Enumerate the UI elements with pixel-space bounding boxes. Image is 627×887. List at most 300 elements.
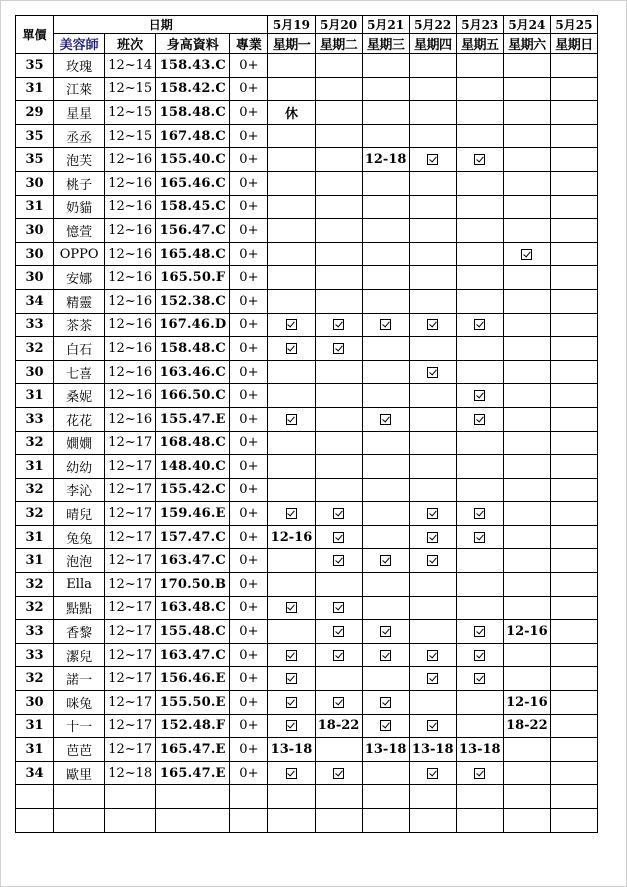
schedule-cell: 12-16 (268, 525, 315, 549)
schedule-cell: 18-22 (503, 714, 550, 738)
checkbox-checked-icon (380, 555, 391, 566)
schedule-cell (503, 738, 550, 762)
schedule-cell (456, 714, 503, 738)
checkbox-checked-icon (333, 768, 344, 779)
schedule-cell (550, 691, 597, 715)
checkbox-cell (456, 643, 503, 667)
empty-cell (230, 785, 268, 809)
checkbox-checked-icon (380, 626, 391, 637)
schedule-cell (456, 266, 503, 290)
pro-cell: 0+ (230, 643, 268, 667)
height-cell: 158.45.C (156, 195, 230, 219)
beautician-name: 香黎 (54, 620, 105, 644)
schedule-cell (409, 407, 456, 431)
height-cell: 156.46.E (156, 667, 230, 691)
pro-cell: 0+ (230, 77, 268, 101)
schedule-cell (362, 195, 409, 219)
pro-cell: 0+ (230, 313, 268, 337)
schedule-cell (409, 337, 456, 361)
price-cell: 32 (16, 502, 54, 526)
schedule-cell (550, 195, 597, 219)
empty-cell (456, 785, 503, 809)
shift-cell: 12~17 (105, 738, 156, 762)
schedule-cell (362, 289, 409, 313)
table-row (16, 620, 598, 644)
schedule-cell (409, 242, 456, 266)
checkbox-checked-icon (427, 319, 438, 330)
checkbox-checked-icon (380, 720, 391, 731)
schedule-cell (315, 667, 362, 691)
price-cell: 33 (16, 407, 54, 431)
schedule-cell (315, 219, 362, 243)
schedule-cell (315, 148, 362, 172)
schedule-cell (503, 502, 550, 526)
beautician-name: 咪兔 (54, 691, 105, 715)
table-row (16, 714, 598, 738)
empty-row (16, 809, 598, 833)
schedule-cell (456, 549, 503, 573)
beautician-name: 江萊 (54, 77, 105, 101)
checkbox-checked-icon (474, 390, 485, 401)
pro-cell: 0+ (230, 148, 268, 172)
table-row (16, 101, 598, 125)
schedule-cell: 13-18 (409, 738, 456, 762)
height-cell: 163.46.C (156, 360, 230, 384)
checkbox-checked-icon (380, 650, 391, 661)
schedule-cell (362, 266, 409, 290)
checkbox-checked-icon (474, 414, 485, 425)
schedule-cell (315, 478, 362, 502)
schedule-cell (362, 337, 409, 361)
pro-cell: 0+ (230, 738, 268, 762)
date-cell: 5月22 (409, 16, 456, 34)
schedule-cell (268, 148, 315, 172)
pro-cell: 0+ (230, 384, 268, 408)
schedule-cell (503, 455, 550, 479)
checkbox-cell (315, 549, 362, 573)
shift-cell: 12~17 (105, 573, 156, 597)
schedule-cell (362, 54, 409, 78)
shift-cell: 12~16 (105, 266, 156, 290)
schedule-cell (268, 77, 315, 101)
schedule-cell (268, 573, 315, 597)
checkbox-cell (268, 761, 315, 785)
schedule-cell (362, 455, 409, 479)
shift-cell: 12~15 (105, 124, 156, 148)
date-cell: 5月23 (456, 16, 503, 34)
weekday-cell-sunday: 星期日 (550, 34, 597, 54)
schedule-cell (550, 761, 597, 785)
price-cell: 31 (16, 525, 54, 549)
weekday-cell: 星期一 (268, 34, 315, 54)
schedule-cell (550, 219, 597, 243)
schedule-cell (315, 289, 362, 313)
schedule-cell: 13-18 (456, 738, 503, 762)
table-row (16, 667, 598, 691)
checkbox-cell (503, 242, 550, 266)
checkbox-cell (268, 691, 315, 715)
schedule-cell (550, 455, 597, 479)
checkbox-cell (268, 667, 315, 691)
schedule-cell (362, 761, 409, 785)
schedule-cell (503, 761, 550, 785)
schedule-cell (315, 384, 362, 408)
checkbox-cell (409, 714, 456, 738)
schedule-cell (456, 242, 503, 266)
checkbox-cell (315, 620, 362, 644)
pro-cell: 0+ (230, 242, 268, 266)
schedule-cell (503, 573, 550, 597)
schedule-cell (268, 171, 315, 195)
empty-cell (362, 809, 409, 833)
checkbox-cell (456, 620, 503, 644)
price-cell: 35 (16, 54, 54, 78)
price-cell: 31 (16, 714, 54, 738)
pro-cell: 0+ (230, 549, 268, 573)
height-cell: 155.42.C (156, 478, 230, 502)
shift-cell: 12~16 (105, 289, 156, 313)
schedule-cell (550, 148, 597, 172)
beautician-name: 桑妮 (54, 384, 105, 408)
checkbox-cell (456, 313, 503, 337)
checkbox-checked-icon (521, 249, 532, 260)
weekday-cell-saturday: 星期六 (503, 34, 550, 54)
checkbox-checked-icon (427, 367, 438, 378)
schedule-cell (503, 313, 550, 337)
shift-cell: 12~16 (105, 313, 156, 337)
schedule-cell (409, 124, 456, 148)
empty-cell (550, 809, 597, 833)
checkbox-checked-icon (427, 673, 438, 684)
schedule-cell (550, 431, 597, 455)
schedule-cell (409, 195, 456, 219)
checkbox-checked-icon (427, 508, 438, 519)
price-header: 單價 (16, 16, 54, 54)
beautician-name: OPPO (54, 242, 105, 266)
checkbox-checked-icon (474, 508, 485, 519)
beautician-name: 潔兒 (54, 643, 105, 667)
schedule-cell (362, 525, 409, 549)
schedule-cell (315, 360, 362, 384)
schedule-cell (550, 242, 597, 266)
table-row (16, 384, 598, 408)
table-row (16, 596, 598, 620)
price-cell: 32 (16, 431, 54, 455)
column-header-shift: 班次 (105, 34, 156, 54)
empty-row (16, 785, 598, 809)
checkbox-checked-icon (474, 319, 485, 330)
schedule-cell (550, 289, 597, 313)
height-cell: 165.47.E (156, 738, 230, 762)
date-cell: 5月19 (268, 16, 315, 34)
checkbox-cell (456, 384, 503, 408)
schedule-cell (362, 596, 409, 620)
checkbox-cell (315, 337, 362, 361)
beautician-name: 白石 (54, 337, 105, 361)
pro-cell: 0+ (230, 620, 268, 644)
checkbox-cell (456, 667, 503, 691)
schedule-cell (503, 525, 550, 549)
schedule-cell (503, 54, 550, 78)
empty-cell (54, 785, 105, 809)
date-cell: 5月24 (503, 16, 550, 34)
schedule-cell (456, 455, 503, 479)
beautician-name: 歐里 (54, 761, 105, 785)
beautician-name: 芭芭 (54, 738, 105, 762)
price-cell: 31 (16, 738, 54, 762)
schedule-cell (456, 77, 503, 101)
checkbox-checked-icon (380, 319, 391, 330)
table-row (16, 573, 598, 597)
schedule-cell (503, 289, 550, 313)
empty-cell (550, 785, 597, 809)
pro-cell: 0+ (230, 219, 268, 243)
checkbox-checked-icon (427, 768, 438, 779)
schedule-cell (315, 407, 362, 431)
schedule-cell (550, 407, 597, 431)
shift-cell: 12~17 (105, 502, 156, 526)
checkbox-checked-icon (286, 319, 297, 330)
schedule-cell (362, 667, 409, 691)
checkbox-cell (409, 667, 456, 691)
height-cell: 168.48.C (156, 431, 230, 455)
shift-cell: 12~16 (105, 360, 156, 384)
table-row (16, 124, 598, 148)
schedule-cell (409, 289, 456, 313)
table-row (16, 502, 598, 526)
schedule-cell (550, 54, 597, 78)
shift-cell: 12~16 (105, 195, 156, 219)
beautician-name: 泡芙 (54, 148, 105, 172)
empty-cell (503, 785, 550, 809)
empty-cell (362, 785, 409, 809)
checkbox-checked-icon (474, 626, 485, 637)
checkbox-cell (409, 502, 456, 526)
schedule-cell (315, 431, 362, 455)
height-cell: 158.43.C (156, 54, 230, 78)
schedule-cell (456, 596, 503, 620)
schedule-cell (268, 219, 315, 243)
schedule-cell (362, 478, 409, 502)
pro-cell: 0+ (230, 691, 268, 715)
empty-cell (156, 785, 230, 809)
shift-cell: 12~16 (105, 219, 156, 243)
table-row (16, 738, 598, 762)
table-row (16, 643, 598, 667)
height-cell: 170.50.B (156, 573, 230, 597)
schedule-cell (550, 313, 597, 337)
beautician-name: 精靈 (54, 289, 105, 313)
checkbox-cell (362, 407, 409, 431)
checkbox-checked-icon (474, 768, 485, 779)
schedule-cell (268, 455, 315, 479)
shift-cell: 12~17 (105, 596, 156, 620)
empty-cell (503, 809, 550, 833)
schedule-cell (315, 738, 362, 762)
column-header-pro: 專業 (230, 34, 268, 54)
beautician-name: 嫺嫺 (54, 431, 105, 455)
shift-cell: 12~16 (105, 148, 156, 172)
checkbox-cell (268, 313, 315, 337)
pro-cell: 0+ (230, 596, 268, 620)
beautician-name: 晴兒 (54, 502, 105, 526)
shift-cell: 12~16 (105, 407, 156, 431)
pro-cell: 0+ (230, 195, 268, 219)
schedule-cell (503, 337, 550, 361)
schedule-cell (550, 667, 597, 691)
table-row (16, 289, 598, 313)
table-row (16, 77, 598, 101)
shift-cell: 12~15 (105, 77, 156, 101)
price-cell: 35 (16, 124, 54, 148)
height-cell: 163.47.C (156, 643, 230, 667)
shift-cell: 12~14 (105, 54, 156, 78)
table-row (16, 337, 598, 361)
schedule-cell (503, 171, 550, 195)
pro-cell: 0+ (230, 266, 268, 290)
schedule-cell (550, 643, 597, 667)
empty-cell (315, 809, 362, 833)
schedule-cell (362, 431, 409, 455)
checkbox-cell (315, 643, 362, 667)
schedule-cell (550, 620, 597, 644)
schedule-cell (456, 124, 503, 148)
schedule-cell (362, 502, 409, 526)
price-cell: 32 (16, 478, 54, 502)
schedule-cell (409, 596, 456, 620)
schedule-cell (503, 101, 550, 125)
schedule-cell (550, 738, 597, 762)
shift-cell: 12~17 (105, 478, 156, 502)
schedule-cell (550, 101, 597, 125)
height-cell: 167.46.D (156, 313, 230, 337)
height-cell: 163.48.C (156, 596, 230, 620)
height-cell: 158.42.C (156, 77, 230, 101)
checkbox-cell (409, 525, 456, 549)
schedule-cell (550, 502, 597, 526)
schedule-table (15, 15, 598, 833)
schedule-cell (550, 714, 597, 738)
empty-cell (16, 785, 54, 809)
schedule-cell (315, 455, 362, 479)
beautician-name: Ella (54, 573, 105, 597)
table-row (16, 478, 598, 502)
table-row (16, 431, 598, 455)
weekday-cell: 星期四 (409, 34, 456, 54)
checkbox-cell (456, 525, 503, 549)
checkbox-checked-icon (474, 673, 485, 684)
checkbox-checked-icon (286, 602, 297, 613)
empty-cell (315, 785, 362, 809)
checkbox-cell (315, 761, 362, 785)
table-row (16, 360, 598, 384)
beautician-name: 安娜 (54, 266, 105, 290)
checkbox-cell (268, 714, 315, 738)
price-cell: 33 (16, 313, 54, 337)
checkbox-checked-icon (333, 343, 344, 354)
table-row (16, 266, 598, 290)
weekday-cell: 星期五 (456, 34, 503, 54)
schedule-cell (456, 219, 503, 243)
table-row (16, 761, 598, 785)
beautician-name: 點點 (54, 596, 105, 620)
schedule-cell (362, 242, 409, 266)
schedule-cell (503, 266, 550, 290)
checkbox-checked-icon (286, 343, 297, 354)
beautician-name: 丞丞 (54, 124, 105, 148)
price-cell: 29 (16, 101, 54, 125)
shift-cell: 12~17 (105, 455, 156, 479)
shift-cell: 12~16 (105, 337, 156, 361)
schedule-cell (456, 171, 503, 195)
schedule-cell: 12-18 (362, 148, 409, 172)
shift-cell: 12~17 (105, 549, 156, 573)
shift-cell: 12~17 (105, 525, 156, 549)
date-cell: 5月21 (362, 16, 409, 34)
table-row (16, 549, 598, 573)
schedule-cell (315, 195, 362, 219)
checkbox-cell (315, 691, 362, 715)
schedule-cell (550, 384, 597, 408)
schedule-cell (409, 431, 456, 455)
shift-cell: 12~17 (105, 643, 156, 667)
checkbox-checked-icon (427, 154, 438, 165)
pro-cell: 0+ (230, 455, 268, 479)
weekday-cell: 星期二 (315, 34, 362, 54)
checkbox-checked-icon (286, 508, 297, 519)
height-cell: 155.48.C (156, 620, 230, 644)
schedule-cell (456, 573, 503, 597)
checkbox-checked-icon (286, 697, 297, 708)
schedule-cell (362, 360, 409, 384)
schedule-cell (503, 478, 550, 502)
checkbox-cell (362, 620, 409, 644)
schedule-cell (409, 171, 456, 195)
checkbox-cell (268, 643, 315, 667)
pro-cell: 0+ (230, 54, 268, 78)
checkbox-checked-icon (333, 319, 344, 330)
schedule-cell (409, 573, 456, 597)
checkbox-checked-icon (333, 508, 344, 519)
schedule-cell (550, 171, 597, 195)
price-cell: 31 (16, 455, 54, 479)
schedule-cell (503, 407, 550, 431)
height-cell: 152.38.C (156, 289, 230, 313)
schedule-cell (503, 596, 550, 620)
schedule-cell (268, 195, 315, 219)
shift-cell: 12~16 (105, 171, 156, 195)
checkbox-checked-icon (474, 650, 485, 661)
price-cell: 32 (16, 667, 54, 691)
checkbox-cell (456, 761, 503, 785)
height-cell: 157.47.C (156, 525, 230, 549)
beautician-name: 七喜 (54, 360, 105, 384)
shift-cell: 12~17 (105, 431, 156, 455)
price-cell: 31 (16, 77, 54, 101)
pro-cell: 0+ (230, 101, 268, 125)
schedule-cell (409, 455, 456, 479)
schedule-cell (503, 384, 550, 408)
table-row (16, 171, 598, 195)
schedule-cell (456, 337, 503, 361)
pro-cell: 0+ (230, 478, 268, 502)
schedule-cell (550, 337, 597, 361)
schedule-cell (268, 289, 315, 313)
price-cell: 35 (16, 148, 54, 172)
beautician-name: 兔兔 (54, 525, 105, 549)
schedule-cell (456, 101, 503, 125)
checkbox-cell (362, 714, 409, 738)
